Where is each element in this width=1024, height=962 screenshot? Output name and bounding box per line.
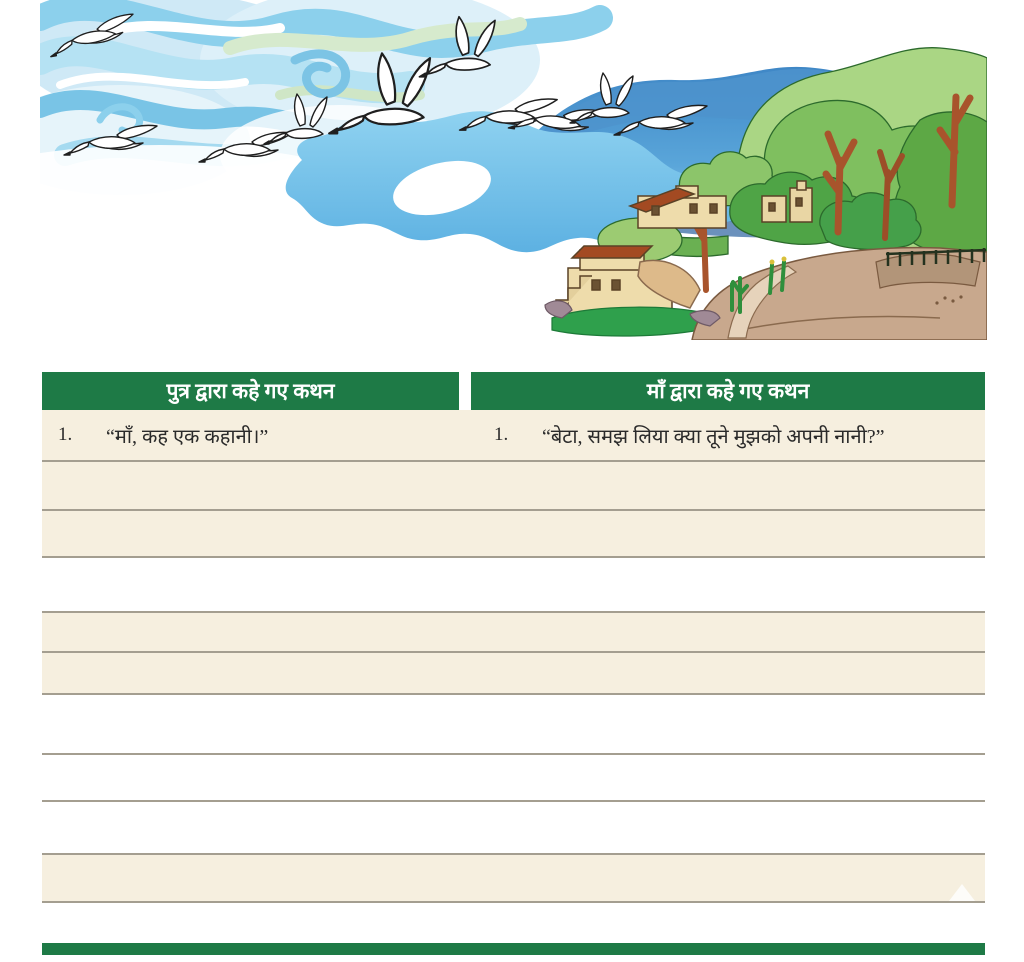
row-gap bbox=[42, 903, 985, 943]
writing-line-row bbox=[42, 853, 985, 903]
triangle-watermark bbox=[949, 884, 975, 901]
row-gap bbox=[42, 558, 985, 611]
mother-statement-text: “बेटा, समझ लिया क्या तूने मुझको अपनी नानी?” bbox=[542, 425, 885, 448]
row-gap bbox=[42, 802, 985, 853]
statements-table bbox=[42, 372, 985, 955]
column-header-mother: माँ द्वारा कहे गए कथन bbox=[471, 372, 985, 410]
son-statement-cell bbox=[42, 410, 471, 460]
row-number: 1. bbox=[58, 424, 73, 445]
writing-line-row bbox=[42, 462, 985, 511]
illustration bbox=[40, 0, 987, 340]
son-statement-text: “माँ, कह एक कहानी।” bbox=[106, 425, 269, 448]
writing-line-row bbox=[42, 511, 985, 558]
row-number: 1. bbox=[494, 424, 509, 445]
row-gap bbox=[42, 695, 985, 753]
column-header-son: पुत्र द्वारा कहे गए कथन bbox=[42, 372, 459, 410]
table-header-row bbox=[42, 372, 985, 410]
footer-rule bbox=[42, 943, 985, 955]
table-row bbox=[42, 410, 985, 462]
writing-line-row bbox=[42, 653, 985, 695]
writing-line-row bbox=[42, 753, 985, 802]
writing-line-row bbox=[42, 611, 985, 653]
mother-statement-cell bbox=[471, 410, 985, 460]
